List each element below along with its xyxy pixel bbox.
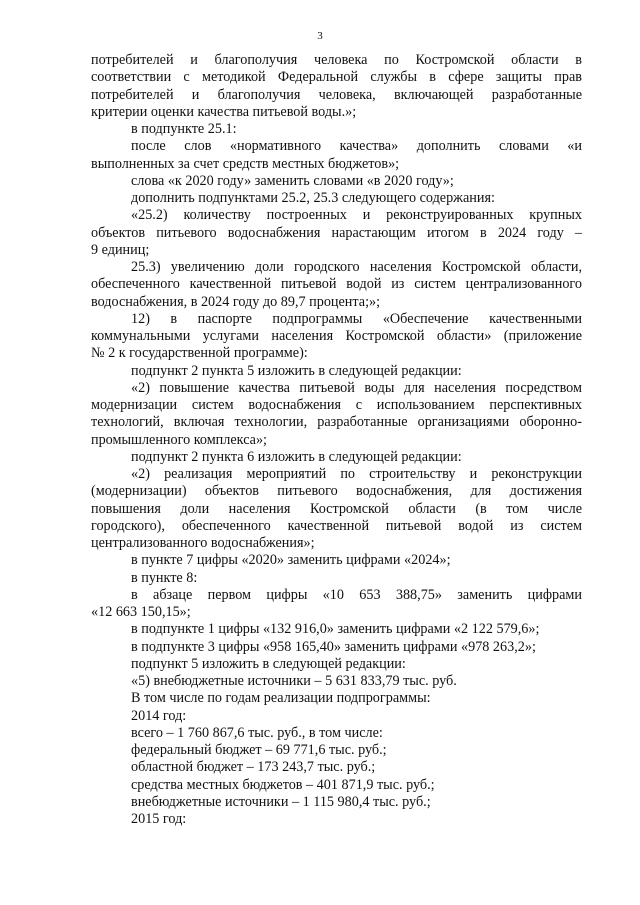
text-line: в пункте 7 цифры «2020» заменить цифрами «2024»; <box>131 552 451 569</box>
text-line: централизованного водоснабжения»; <box>91 535 315 551</box>
text-line: соответствии с методикой Федеральной службы в сфере защиты прав <box>91 69 582 86</box>
text-line: федеральный бюджет – 69 771,6 тыс. руб.; <box>131 742 387 758</box>
text-line: технологий, включая технологии, разработанные организациями оборонно- <box>91 414 582 431</box>
text-line: подпункт 5 изложить в следующей редакции: <box>131 655 406 672</box>
text-line: областной бюджет – 173 243,7 тыс. руб.; <box>131 759 376 776</box>
text-line: 12) в паспорте подпрограммы «Обеспечение качественными <box>131 310 582 327</box>
text-line: обеспеченного качественной питьевой водой из систем централизованного <box>91 276 582 293</box>
text-line: критерии оценки качества питьевой воды.»; <box>91 103 357 120</box>
text-line: «2) повышение качества питьевой воды для населения посредством <box>131 379 582 396</box>
document-body <box>91 52 582 828</box>
text-line: 2014 год: <box>131 707 187 724</box>
text-line: коммунальными услугами населения Костромской области» (приложение <box>91 328 582 344</box>
text-line: дополнить подпунктами 25.2, 25.3 следующего содержания: <box>131 190 495 206</box>
text-line: 25.3) увеличению доли городского населения Костромской области, <box>131 259 582 275</box>
text-line: внебюджетные источники – 1 115 980,4 тыс. руб.; <box>131 793 431 810</box>
text-line: всего – 1 760 867,6 тыс. руб., в том числе: <box>131 724 383 741</box>
text-line: «25.2) количеству построенных и реконструированных крупных <box>131 207 582 224</box>
page-number: 3 <box>317 30 323 42</box>
text-line: после слов «нормативного качества» дополнить словами «и <box>131 138 582 155</box>
text-line: «2) реализация мероприятий по строительству и реконструкции <box>131 466 582 482</box>
text-line: потребителей и благополучия человека, включающей разработанные <box>91 86 582 103</box>
text-line: слова «к 2020 году» заменить словами «в 2020 году»; <box>131 172 454 189</box>
text-line: «5) внебюджетные источники – 5 631 833,79 тыс. руб. <box>131 673 457 689</box>
text-line: объектов питьевого водоснабжения нарастающим итогом в 2024 году – <box>91 224 582 241</box>
text-line: № 2 к государственной программе): <box>91 345 308 362</box>
text-line: модернизации систем водоснабжения с использованием перспективных <box>91 397 582 413</box>
text-line: повышения доли населения Костромской области (в том числе <box>91 500 582 517</box>
text-line: В том числе по годам реализации подпрограммы: <box>131 690 431 707</box>
text-line: средства местных бюджетов – 401 871,9 тыс. руб.; <box>131 776 435 793</box>
text-line: промышленного комплекса»; <box>91 431 267 448</box>
text-line: городского), обеспеченного качественной питьевой водой из систем <box>91 517 582 534</box>
text-line: «12 663 150,15»; <box>91 604 191 620</box>
text-line: выполненных за счет средств местных бюджетов»; <box>91 155 400 172</box>
text-line: в абзаце первом цифры «10 653 388,75» заменить цифрами <box>131 586 582 603</box>
text-line: в подпункте 25.1: <box>131 121 237 137</box>
text-line: в подпункте 3 цифры «958 165,40» заменить цифрами «978 263,2»; <box>131 638 536 655</box>
text-line: 2015 год: <box>131 811 187 827</box>
text-line: подпункт 2 пункта 6 изложить в следующей редакции: <box>131 448 462 465</box>
text-line: 9 единиц; <box>91 241 150 258</box>
text-line: водоснабжения, в 2024 году до 89,7 процента;»; <box>91 293 381 310</box>
text-line: потребителей и благополучия человека по Костромской области в <box>91 52 582 68</box>
text-line: (модернизации) объектов питьевого водоснабжения, для достижения <box>91 483 582 500</box>
text-line: подпункт 2 пункта 5 изложить в следующей редакции: <box>131 362 462 379</box>
text-line: в подпункте 1 цифры «132 916,0» заменить цифрами «2 122 579,6»; <box>131 621 540 638</box>
text-line: в пункте 8: <box>131 569 198 586</box>
